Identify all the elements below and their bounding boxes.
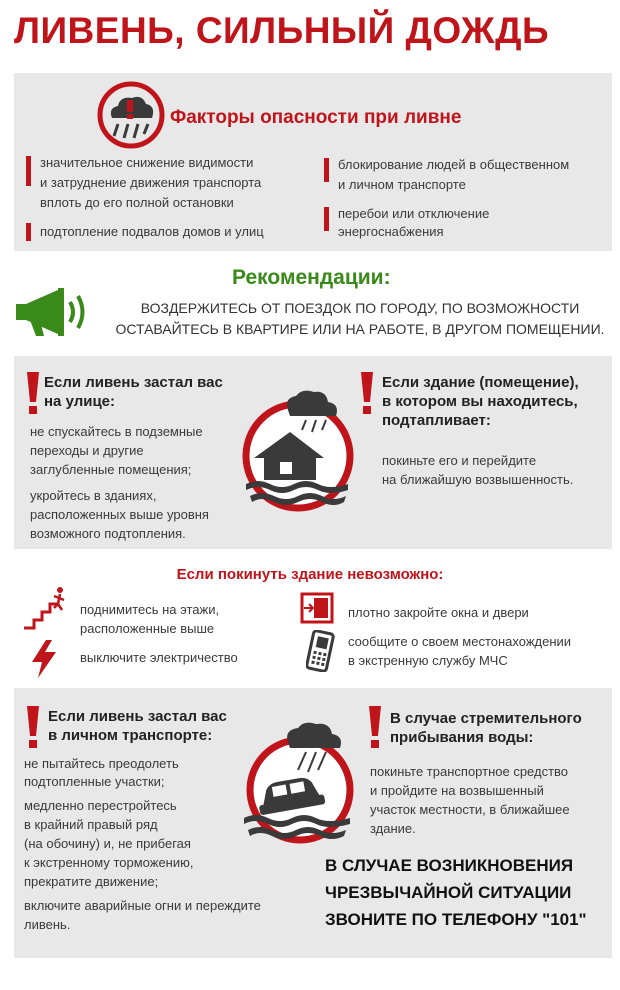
- street-line: возможного подтопления.: [30, 526, 186, 541]
- factor-item: энергоснабжения: [338, 224, 444, 239]
- street-line: укройтесь в зданиях,: [30, 488, 157, 503]
- exclamation-icon: [26, 706, 40, 750]
- bullet-marker: [26, 156, 31, 186]
- vehicle-heading: в личном транспорте:: [48, 727, 213, 744]
- recommendation-line: ВОЗДЕРЖИТЕСЬ ОТ ПОЕЗДОК ПО ГОРОДУ, ПО ВОЗМОЖНОСТИ: [140, 300, 580, 316]
- bullet-marker: [324, 207, 329, 231]
- street-line: заглубленные помещения;: [30, 462, 192, 477]
- cannot-leave-item: в экстренную службу МЧС: [348, 653, 508, 668]
- vehicle-line: в крайний правый ряд: [24, 817, 158, 832]
- building-line: покиньте его и перейдите: [382, 453, 537, 468]
- factor-item: блокирование людей в общественном: [338, 157, 570, 172]
- emergency-line: ЧРЕЗВЫЧАЙНОЙ СИТУАЦИИ: [325, 883, 572, 902]
- emergency-line: В СЛУЧАЕ ВОЗНИКНОВЕНИЯ: [325, 856, 574, 875]
- vehicle-line: прекратите движение;: [24, 874, 159, 889]
- factor-item: и личном транспорте: [338, 177, 466, 192]
- factor-item: значительное снижение видимости: [40, 155, 254, 170]
- vehicle-line: медленно перестройтесь: [24, 798, 177, 813]
- building-heading: подтапливает:: [382, 412, 491, 429]
- house-flood-icon: [240, 388, 356, 516]
- page-title: ЛИВЕНЬ, СИЛЬНЫЙ ДОЖДЬ: [14, 10, 550, 51]
- cannot-leave-item: плотно закройте окна и двери: [348, 605, 529, 620]
- street-line: не спускайтесь в подземные: [30, 424, 203, 439]
- vehicle-line: включите аварийные огни и переждите: [24, 898, 261, 913]
- factor-item: вплоть до его полной остановки: [40, 195, 234, 210]
- recommendations-title: Рекомендации:: [232, 266, 391, 289]
- street-heading: на улице:: [44, 393, 116, 410]
- car-flood-icon: [240, 720, 356, 846]
- door-exit-icon: [300, 592, 336, 624]
- building-line: на ближайшую возвышенность.: [382, 472, 574, 487]
- rapid-water-line: и пройдите на возвышенный: [370, 783, 544, 798]
- factors-title: Факторы опасности при ливне: [170, 107, 462, 128]
- building-heading: в котором вы находитесь,: [382, 393, 578, 410]
- recommendation-line: ОСТАВАЙТЕСЬ В КВАРТИРЕ ИЛИ НА РАБОТЕ, В ДРУГОМ ПОМЕЩЕНИИ.: [115, 321, 605, 337]
- factor-item: перебои или отключение: [338, 206, 490, 221]
- cannot-leave-item: поднимитесь на этажи,: [80, 602, 220, 617]
- vehicle-line: (на обочину) и, не прибегая: [24, 836, 191, 851]
- factor-item: подтопление подвалов домов и улиц: [40, 224, 264, 239]
- megaphone-icon: [14, 284, 94, 340]
- emergency-line: ЗВОНИТЕ ПО ТЕЛЕФОНУ "101": [325, 910, 587, 929]
- cannot-leave-title: Если покинуть здание невозможно:: [176, 566, 444, 583]
- cannot-leave-item: выключите электричество: [80, 650, 238, 665]
- exclamation-icon: [26, 372, 40, 416]
- rapid-water-line: покиньте транспортное средство: [370, 764, 569, 779]
- emergency-text: [325, 852, 610, 933]
- cannot-leave-item: расположенные выше: [80, 621, 215, 636]
- recommendations-text: [110, 298, 610, 340]
- vehicle-line: к экстренному торможению,: [24, 855, 194, 870]
- storm-cloud-warning-icon: [96, 80, 166, 150]
- street-line: расположенных выше уровня: [30, 507, 209, 522]
- cannot-leave-item: сообщите о своем местонахождении: [348, 634, 572, 649]
- exclamation-icon: [368, 706, 382, 750]
- rapid-water-line: здание.: [370, 821, 416, 836]
- stairs-up-icon: [22, 586, 68, 632]
- vehicle-line: ливень.: [24, 917, 71, 932]
- street-heading: Если ливень застал вас: [44, 374, 223, 391]
- building-heading: Если здание (помещение),: [382, 374, 579, 391]
- mobile-phone-icon: [306, 630, 336, 672]
- bullet-marker: [324, 158, 329, 182]
- vehicle-line: не пытайтесь преодолеть: [24, 756, 179, 771]
- exclamation-icon: [360, 372, 374, 416]
- factor-item: и затруднение движения транспорта: [40, 175, 262, 190]
- rapid-water-heading: В случае стремительного: [390, 710, 582, 727]
- vehicle-heading: Если ливень застал вас: [48, 708, 227, 725]
- street-line: переходы и другие: [30, 443, 144, 458]
- rapid-water-heading: прибывания воды:: [390, 729, 534, 746]
- vehicle-line: подтопленные участки;: [24, 774, 165, 789]
- bullet-marker: [26, 223, 31, 241]
- lightning-icon: [30, 640, 58, 678]
- rapid-water-line: участок местности, в ближайшее: [370, 802, 570, 817]
